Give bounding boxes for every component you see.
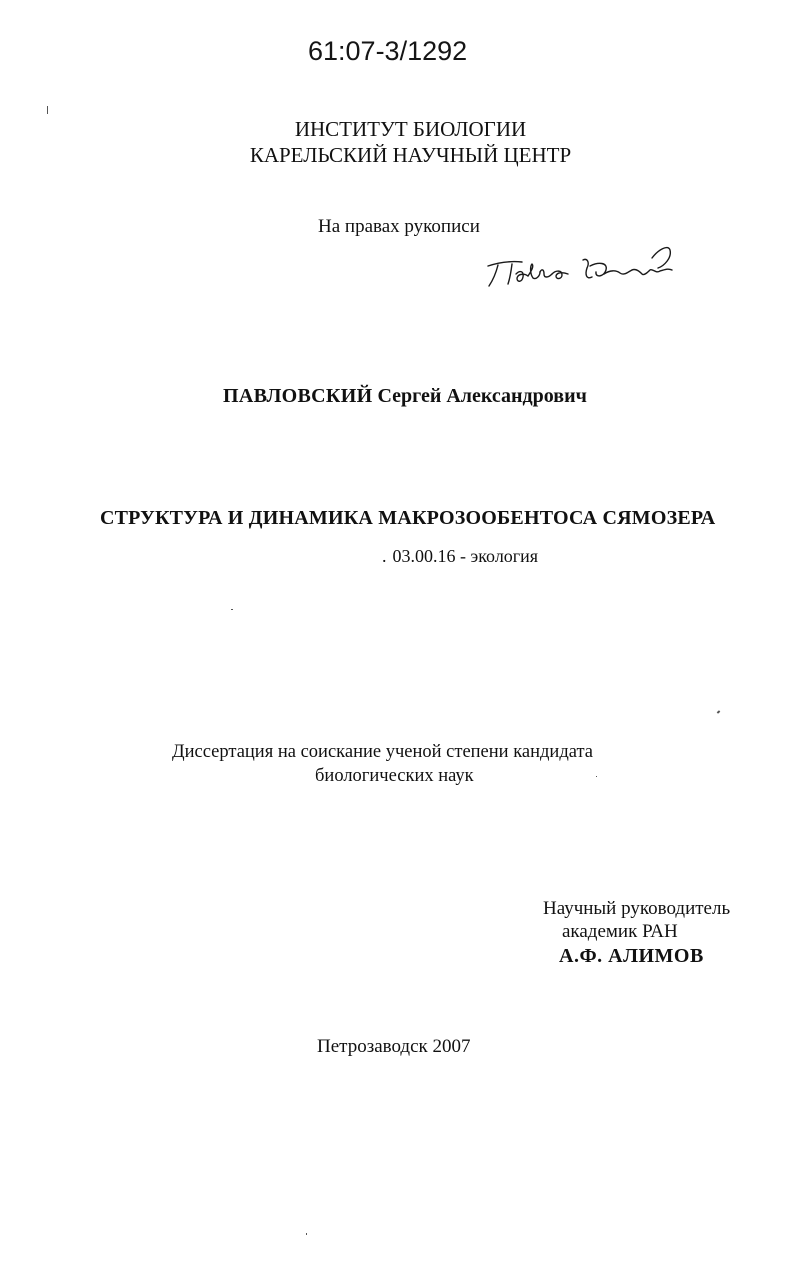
supervisor-role: Научный руководитель [543,898,731,919]
supervisor-name: А.Ф. АЛИМОВ [559,945,704,967]
author-name [223,385,587,408]
scientific-center-name: КАРЕЛЬСКИЙ НАУЧНЫЙ ЦЕНТР [249,143,572,167]
degree-line-2: биологических наук [315,766,474,786]
author-surname: ПАВЛОВСКИЙ [223,385,373,407]
specialty-code: 03.00.16 - экология [392,546,539,566]
scan-speck [306,1233,307,1235]
supervisor-rank: академик РАН [562,921,678,942]
city-year: Петрозаводск 2007 [317,1036,471,1057]
archive-number: 61:07-3/1292 [308,36,468,66]
institute-name: ИНСТИТУТ БИОЛОГИИ [294,117,527,141]
scan-speck [47,106,48,114]
author-signature [486,240,676,298]
degree-line-1: Диссертация на соискание ученой степени кандидата [172,742,593,762]
scan-speck [231,609,233,610]
rights-notice: На правах рукописи [318,216,480,237]
specialty-line [382,546,538,567]
specialty-prefix-mark: . [382,546,387,566]
scan-speck [717,710,721,713]
dissertation-title: СТРУКТУРА И ДИНАМИКА МАКРОЗООБЕНТОСА СЯМОЗЕРА [100,507,716,529]
author-given-names: Сергей Александрович [377,385,587,407]
scan-speck [596,776,597,777]
